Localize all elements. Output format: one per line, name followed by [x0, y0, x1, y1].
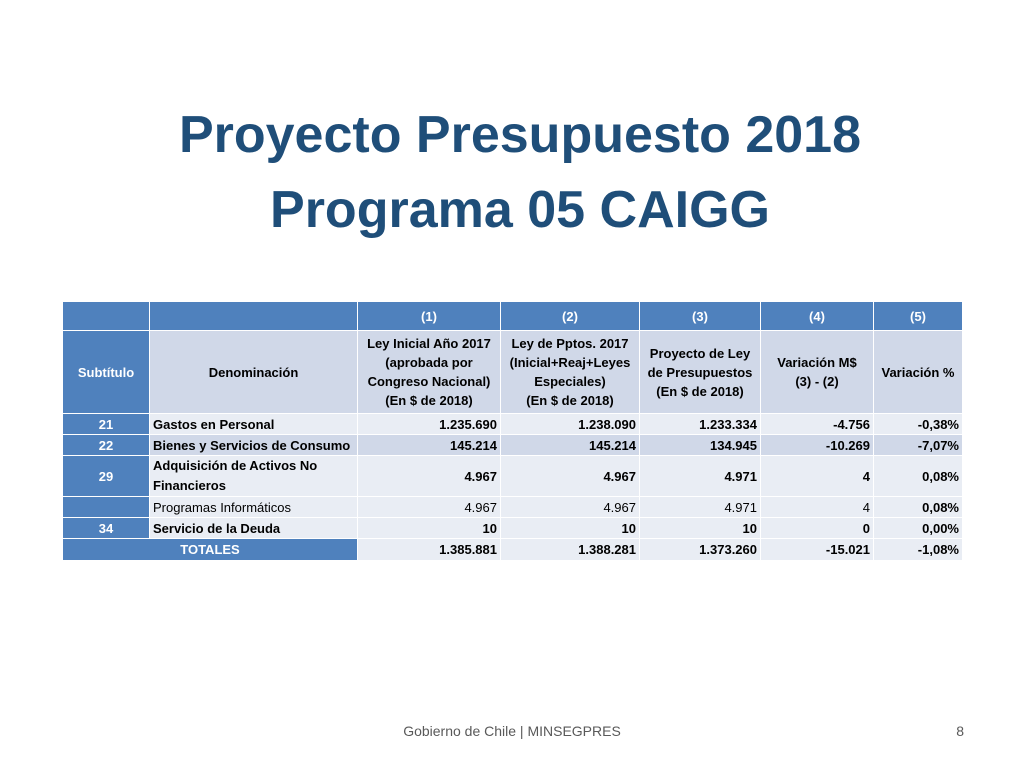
value-cell: 145.214: [501, 435, 640, 456]
page-number: 8: [956, 723, 964, 739]
header-line: Ley de Pptos. 2017: [511, 336, 629, 351]
header-line: Especiales): [534, 374, 606, 389]
value-cell: 4: [761, 497, 874, 518]
header-line: Variación M$: [777, 355, 857, 370]
column-number-4: (4): [761, 302, 874, 331]
header-line: Congreso Nacional): [367, 374, 491, 389]
percent-cell: -0,38%: [874, 414, 963, 435]
subtitulo-cell: 21: [63, 414, 150, 435]
header-line: (Inicial+Reaj+Leyes: [509, 355, 631, 370]
header-line: (3) - (2): [795, 374, 839, 389]
header-variacion-pct: [874, 331, 963, 414]
table-row: [63, 518, 963, 539]
value-cell: 1.238.090: [501, 414, 640, 435]
subtitulo-cell: [63, 497, 150, 518]
value-cell: 10: [501, 518, 640, 539]
budget-table: [62, 301, 963, 561]
subtitulo-cell: 34: [63, 518, 150, 539]
column-number-2: (2): [501, 302, 640, 331]
slide-title-line-1: Proyecto Presupuesto 2018: [178, 106, 862, 164]
percent-cell: 0,00%: [874, 518, 963, 539]
value-cell: 4.971: [640, 456, 761, 497]
value-cell: 10: [640, 518, 761, 539]
value-cell: 134.945: [640, 435, 761, 456]
denominacion-cell: Servicio de la Deuda: [150, 518, 358, 539]
denominacion-cell: Gastos en Personal: [150, 414, 358, 435]
denominacion-cell: Bienes y Servicios de Consumo: [150, 435, 358, 456]
total-value-cell: -15.021: [761, 539, 874, 561]
header-line: Variación %: [881, 364, 955, 380]
column-number-blank: [150, 302, 358, 331]
column-header-row: [63, 331, 963, 414]
header-line: (aprobada por: [385, 355, 473, 370]
subtitulo-cell: 22: [63, 435, 150, 456]
totals-row: [63, 539, 963, 561]
percent-cell: 0,08%: [874, 456, 963, 497]
value-cell: 4.967: [501, 456, 640, 497]
table-row: [63, 456, 963, 497]
value-cell: 4.967: [501, 497, 640, 518]
total-value-cell: 1.388.281: [501, 539, 640, 561]
value-cell: 4.971: [640, 497, 761, 518]
header-line: (En $ de 2018): [526, 393, 614, 408]
total-value-cell: 1.373.260: [640, 539, 761, 561]
header-line: Proyecto de Ley: [649, 345, 751, 361]
table-row: [63, 435, 963, 456]
header-subtitulo: Subtítulo: [63, 331, 150, 414]
column-number-row: [63, 302, 963, 331]
slide-title-line-2: Programa 05 CAIGG: [270, 181, 770, 239]
value-cell: 4.967: [358, 456, 501, 497]
header-denominacion: Denominación: [150, 331, 358, 414]
value-cell: 0: [761, 518, 874, 539]
value-cell: 1.235.690: [358, 414, 501, 435]
header-ley-pptos: [501, 331, 640, 414]
value-cell: 1.233.334: [640, 414, 761, 435]
percent-cell: -7,07%: [874, 435, 963, 456]
subtitulo-cell: 29: [63, 456, 150, 497]
slide-title: [0, 98, 1024, 248]
percent-cell: 0,08%: [874, 497, 963, 518]
totals-label: TOTALES: [63, 539, 358, 561]
column-number-5: (5): [874, 302, 963, 331]
table-row: [63, 414, 963, 435]
denominacion-cell: Programas Informáticos: [150, 497, 358, 518]
header-line: (En $ de 2018): [385, 393, 473, 408]
slide-footer: Gobierno de Chile | MINSEGPRES: [403, 723, 621, 739]
header-line: Ley Inicial Año 2017: [367, 336, 491, 351]
value-cell: 10: [358, 518, 501, 539]
total-percent-cell: -1,08%: [874, 539, 963, 561]
value-cell: -10.269: [761, 435, 874, 456]
header-proyecto-ley: [640, 331, 761, 414]
denominacion-cell: Adquisición de Activos No Financieros: [150, 456, 358, 497]
value-cell: 145.214: [358, 435, 501, 456]
value-cell: 4: [761, 456, 874, 497]
value-cell: -4.756: [761, 414, 874, 435]
total-value-cell: 1.385.881: [358, 539, 501, 561]
table-row: [63, 497, 963, 518]
header-line: (En $ de 2018): [656, 383, 744, 399]
header-line: de Presupuestos: [647, 364, 753, 380]
column-number-blank: [63, 302, 150, 331]
header-ley-inicial: [358, 331, 501, 414]
column-number-3: (3): [640, 302, 761, 331]
header-variacion-ms: [761, 331, 874, 414]
value-cell: 4.967: [358, 497, 501, 518]
column-number-1: (1): [358, 302, 501, 331]
